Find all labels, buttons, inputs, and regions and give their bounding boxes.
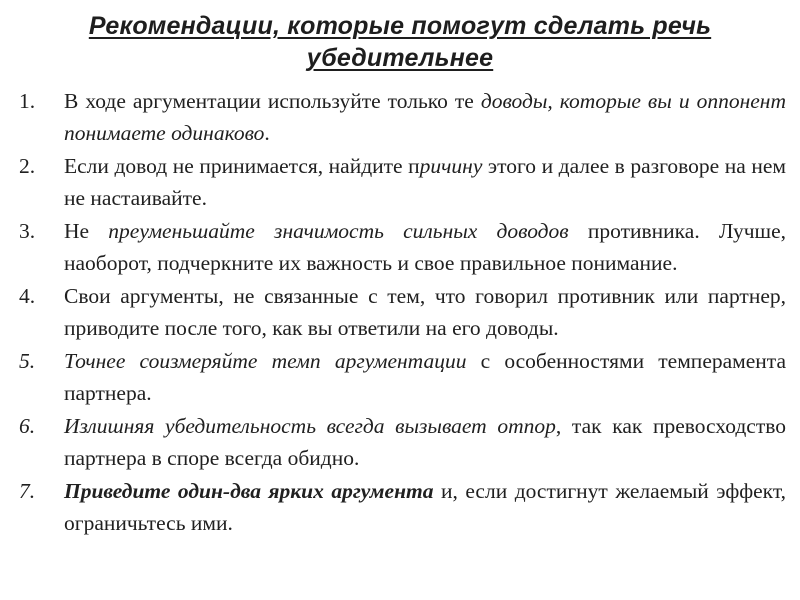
list-item-number: 1.: [19, 89, 36, 113]
list-item-number: 4.: [19, 284, 36, 308]
list-item-text: этого и далее в разговоре на нем не настаивайте.: [64, 154, 786, 210]
list-item-text: В ходе аргументации используйте только те: [64, 89, 481, 113]
list-item-number: 7.: [19, 479, 36, 503]
list-item: [0, 411, 800, 474]
slide-title: Рекомендации, которые помогут сделать речь убедительнее: [88, 12, 712, 72]
list-item-number: 2.: [19, 154, 36, 178]
list-item-text: Если довод не принимается, найдите п: [64, 154, 420, 178]
list-item: [0, 476, 800, 539]
emphasized-text: Излишняя убедительность всегда вызывает отпор: [64, 414, 556, 438]
list-item-text: , так как превосходство партнера в споре всегда обидно.: [64, 414, 787, 470]
list-item: [0, 151, 800, 214]
list-item-text: с особенностями темперамента партнера.: [64, 349, 787, 405]
list-item: [0, 346, 800, 409]
list-item-text: и, если достигнут желаемый эффект, ограничьтесь ими.: [64, 479, 786, 535]
list-item: [0, 86, 800, 149]
list-item-text: противника. Лучше, наоборот, подчеркните их важность и свое правильное понимание.: [64, 219, 786, 275]
list-item: [0, 281, 800, 344]
emphasized-text: ричину: [419, 154, 483, 178]
list-item-text: .: [264, 120, 270, 145]
list-item-number: 5.: [19, 349, 36, 373]
recommendations-list: [0, 86, 800, 541]
list-item-text: Свои аргументы, не связанные с тем, что говорил противник или партнер, приводите после того, как вы ответили на его доводы.: [64, 284, 786, 340]
list-item: [0, 216, 800, 279]
list-item-number: 6.: [19, 414, 36, 438]
emphasized-text: Точнее соизмеряйте темп аргументации: [64, 349, 467, 373]
emphasized-text: доводы, которые вы и оппонент понимаете одинаково: [64, 89, 786, 145]
list-item-number: 3.: [19, 219, 36, 243]
emphasized-text: преуменьшайте значимость сильных доводов: [108, 219, 569, 243]
emphasized-text: Приведите один-два ярких аргумента: [64, 479, 434, 503]
list-item-text: Не: [64, 219, 109, 243]
